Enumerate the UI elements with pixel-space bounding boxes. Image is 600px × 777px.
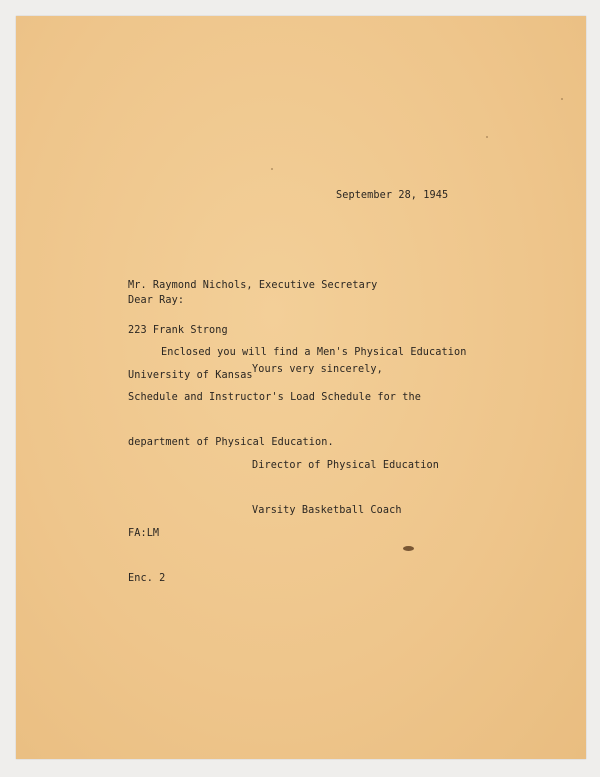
body-line: department of Physical Education. [128,437,334,448]
recipient-line: Mr. Raymond Nichols, Executive Secretary [128,280,378,291]
paper-speck [561,98,563,100]
closing: Yours very sincerely, [252,364,383,375]
ink-spot [403,546,414,551]
enclosure-note: Enc. 2 [128,573,166,584]
paper-speck [486,136,488,138]
signature-titles [252,428,439,548]
letter-page [16,16,586,759]
typist-initials: FA:LM [128,528,160,539]
reference-block [128,496,165,616]
signature-title-line: Varsity Basketball Coach [252,505,402,516]
body-line: Schedule and Instructor's Load Schedule for the [128,392,421,403]
recipient-line: 223 Frank Strong [128,325,228,336]
paper-speck [271,168,273,170]
recipient-line: University of Kansas [128,370,253,381]
salutation: Dear Ray: [128,295,185,306]
signature-title-line: Director of Physical Education [252,460,440,471]
letter-date: September 28, 1945 [336,190,449,201]
body-line: Enclosed you will find a Men's Physical Education [161,347,467,358]
